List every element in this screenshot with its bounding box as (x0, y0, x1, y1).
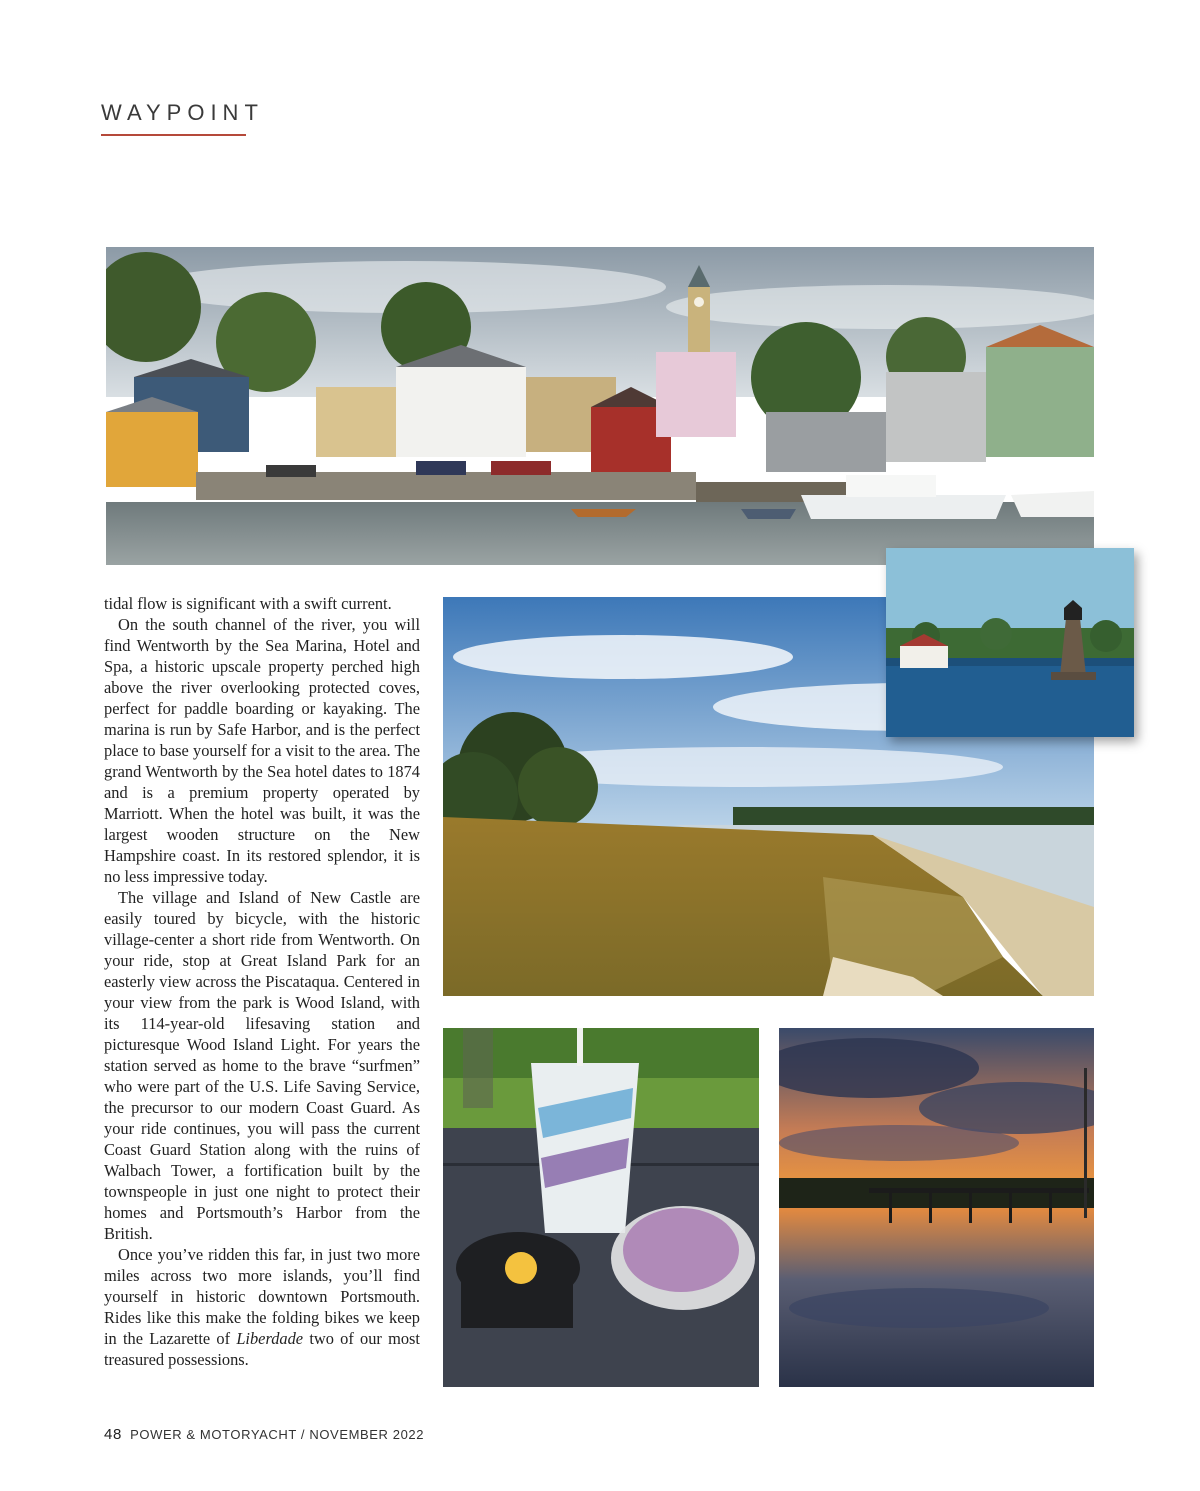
paragraph-4-end: two of our most treasured possessions. (104, 1329, 420, 1369)
paragraph-2: On the south channel of the river, you will find Wentworth by the Sea Marina, Hotel and Spa, a historic upscale property perched high above the river overlooking protected coves, perfect for paddle boarding or kayaking. The marina is run by Safe Harbor, and is the perfect place to base yourself for a visit to the area. The grand Wentworth by the Sea hotel dates to 1874 and is a premium property operated by Marriott. When the hotel was built, it was the largest wooden structure on the New Hampshire coast. In its restored splendor, it is no less impressive today. (104, 615, 420, 886)
publication-name: POWER & MOTORYACHT (130, 1427, 297, 1442)
paragraph-4 (104, 1244, 420, 1370)
page-number: 48 (104, 1426, 122, 1443)
section-rule (101, 134, 246, 136)
issue-date: NOVEMBER 2022 (309, 1427, 425, 1442)
paragraph-1: tidal flow is significant with a swift current. (104, 594, 392, 613)
lighthouse-photo (886, 548, 1134, 737)
boat-name: Liberdade (236, 1329, 304, 1348)
footer-separator: / (300, 1427, 306, 1442)
section-label: WAYPOINT (101, 100, 264, 125)
page-footer (104, 1426, 424, 1443)
sunset-bridge-photo (779, 1028, 1094, 1387)
article-body (104, 593, 420, 1370)
harbor-waterfront-photo (106, 247, 1094, 565)
ice-cream-photo (443, 1028, 759, 1387)
paragraph-4-text: Once you’ve ridden this far, in just two more miles across two more islands, you’ll find yourself in historic downtown Portsmouth. Rides like this make the folding bikes we keep in the Lazarette of (104, 1245, 420, 1348)
paragraph-3: The village and Island of New Castle are easily toured by bicycle, with the historic village-center a short ride from Wentworth. On your ride, stop at Great Island Park for an easterly view across the Piscataqua. Centered in your view from the park is Wood Island, with its 114-year-old lifesaving station and picturesque Wood Island Light. For years the station served as home to the brave “surfmen” who were part of the U.S. Life Saving Service, the precursor to our modern Coast Guard. As your ride continues, you will pass the current Coast Guard Station along with the ruins of Walbach Tower, a fortification built by the townspeople in just one night to protect their homes and Portsmouth’s Harbor from the British. (104, 888, 420, 1243)
